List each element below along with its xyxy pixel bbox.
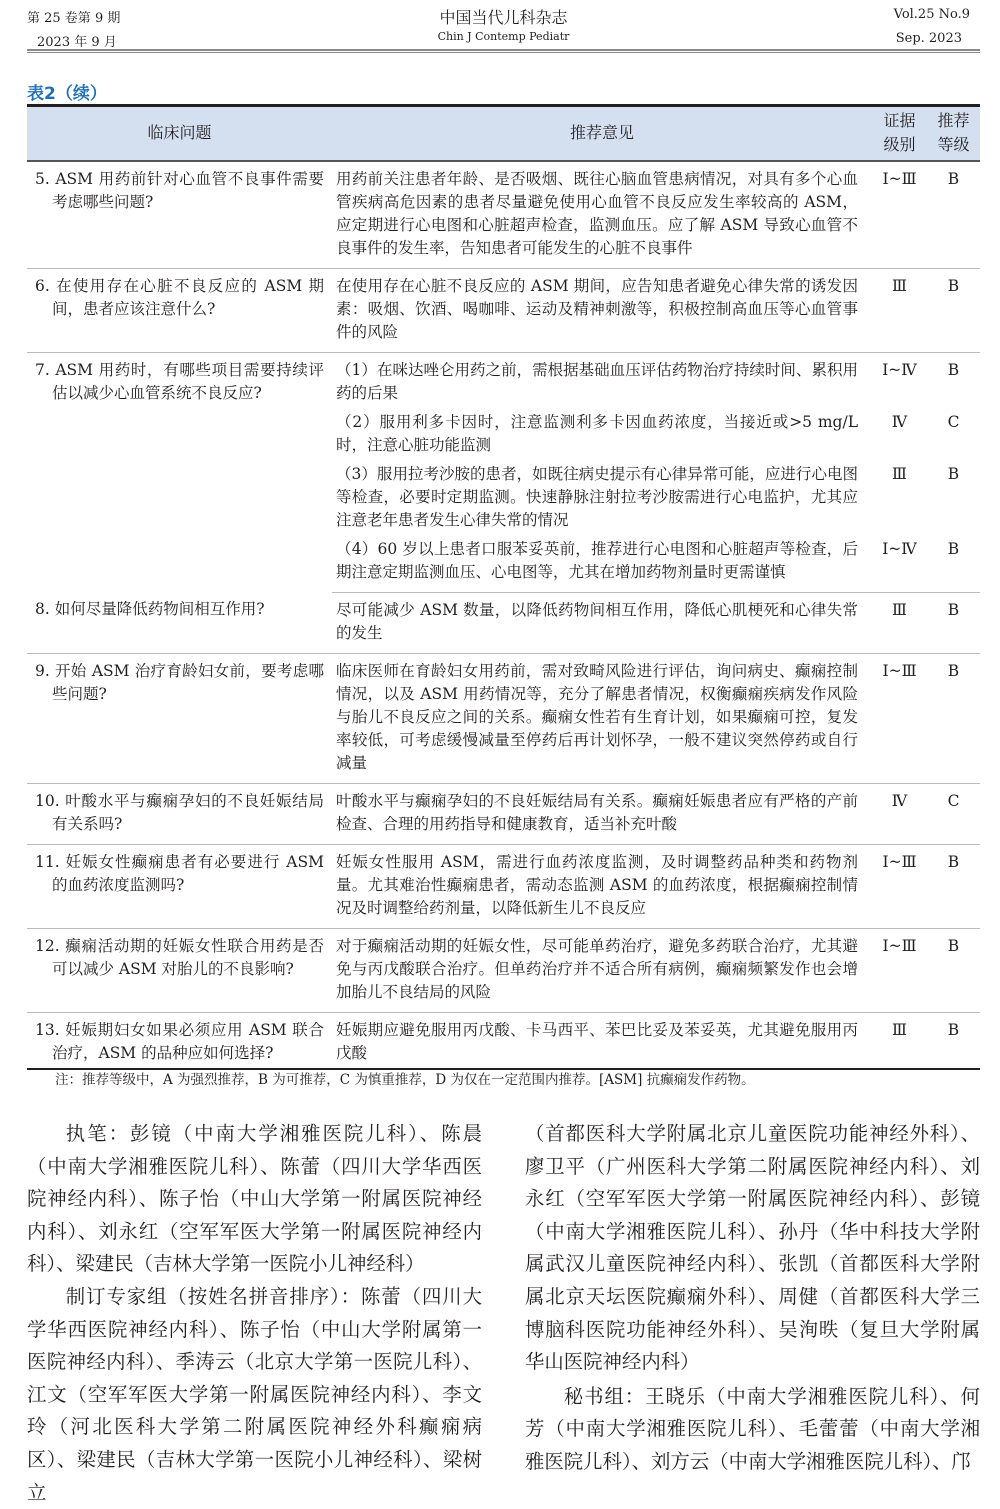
clinical-question: 8. 如何尽量降低药物间相互作用? [27,592,332,653]
clinical-question: 7. ASM 用药时，有哪些项目需要持续评估以减少心血管系统不良反应? [35,360,324,402]
recommendation-text: 在使用存在心脏不良反应的 ASM 期间，应告知患者避免心律失常的诱发因素：吸烟、饮酒、喝咖啡、运动及精神刺激等，积极控制高血压等心血管事件的风险 [332,268,872,352]
table-body [27,161,980,1069]
table-note: 注：推荐等级中，A 为强烈推荐，B 为可推荐，C 为慎重推荐，D 为仅在一定范围内推荐。[ASM] 抗癫痫发作药物。 [55,1072,755,1088]
recommendation-text: 妊娠期应避免服用丙戊酸、卡马西平、苯巴比妥及苯妥英，尤其避免服用丙戊酸 [332,1012,872,1069]
table-header [27,106,980,161]
journal-en: Chin J Contemp Pediatr [437,30,570,43]
body-left-column [27,1118,482,1509]
clinical-question: 9. 开始 ASM 治疗育龄妇女前，要考虑哪些问题? [27,653,332,783]
date-cn: 2023 年 9 月 [37,35,117,50]
recommendation-grade: B [947,360,960,379]
evidence-level: Ⅲ [892,464,907,483]
table-row [27,783,980,844]
recommendation-grade: B [927,161,980,269]
table-title: 表2（续） [27,84,107,104]
clinical-question: 6. 在使用存在心脏不良反应的 ASM 期间，患者应该注意什么? [27,268,332,352]
evidence-level: Ⅳ [872,783,927,844]
recommendation-grade: B [927,1012,980,1069]
recommendation-text: 临床医师在育龄妇女用药前，需对致畸风险进行评估，询问病史、癫痫控制情况，以及 ASM 用药情况等，充分了解患者情况，权衡癫痫疾病发作风险与胎儿不良反应之间的关系。癫痫女性若有生育计划，如果癫痫可控，复发率较低，可考虑缓慢减量至停药后再计划怀孕，一般不建议突然停药或自行减量 [332,653,872,783]
recommendation-text: 对于癫痫活动期的妊娠女性，尽可能单药治疗，避免多药联合治疗，尤其避免与丙戊酸联合治疗。但单药治疗并不适合所有病例，癫痫频繁发作也会增加胎儿不良结局的风险 [332,928,872,1012]
clinical-question: 12. 癫痫活动期的妊娠女性联合用药是否可以减少 ASM 对胎儿的不良影响? [27,928,332,1012]
recommendation-grade: B [927,653,980,783]
recommendation-grade: B [927,928,980,1012]
clinical-question: 10. 叶酸水平与癫痫孕妇的不良妊娠结局有关系吗? [27,783,332,844]
secretariat-paragraph: 秘书组：王晓乐（中南大学湘雅医院儿科）、何芳（中南大学湘雅医院儿科）、毛蕾蕾（中南大学湘雅医院儿科）、刘方云（中南大学湘雅医院儿科）、邝 [525,1384,980,1473]
author-paragraph: 执笔：彭镜（中南大学湘雅医院儿科）、陈晨（中南大学湘雅医院儿科）、陈蕾（四川大学华西医院神经内科）、陈子怡（中山大学第一附属医院神经内科）、刘永红（空军军医大学第一附属医院神经内科）、梁建民（吉林大学第一医院小儿神经科） [27,1122,482,1276]
recommendation-grade: B [927,535,980,593]
journal-cn: 中国当代儿科杂志 [439,8,568,27]
recommendation-grade: B [947,464,960,483]
evidence-level: Ⅰ~Ⅲ [872,844,927,928]
recommendation-table [27,104,980,1070]
recommendation-text: （3）服用拉考沙胺的患者，如既往病史提示有心律异常可能，应进行心电图等检查，必要时定期监测。快速静脉注射拉考沙胺需进行心电监护，尤其应注意老年患者发生心律失常的情况 [336,464,858,529]
recommendation-grade: C [927,783,980,844]
table-row [27,844,980,928]
col-evidence-label: 证据级别 [883,111,916,155]
clinical-question: 11. 妊娠女性癫痫患者有必要进行 ASM 的血药浓度监测吗? [27,844,332,928]
recommendation-text: 尽可能减少 ASM 数量，以降低药物间相互作用，降低心肌梗死和心律失常的发生 [332,592,872,653]
clinical-question: 13. 妊娠期妇女如果必须应用 ASM 联合治疗，ASM 的品种应如何选择? [27,1012,332,1069]
issue-cn: 第 25 卷第 9 期 [27,11,121,26]
evidence-level: Ⅰ~Ⅲ [872,161,927,269]
evidence-level: Ⅰ~Ⅳ [882,360,917,379]
vol-en: Vol.25 No.9 [893,7,970,22]
table-row [27,268,980,352]
recommendation-grade: B [927,844,980,928]
table-row [27,653,980,783]
running-header [27,0,980,54]
evidence-level: Ⅳ [891,412,908,431]
table-row [27,592,980,653]
evidence-level: Ⅰ~Ⅲ [872,653,927,783]
table-row [27,928,980,1012]
recommendation-grade: B [927,268,980,352]
recommendation-text: 用药前关注患者年龄、是否吸烟、既往心脑血管患病情况，对具有多个心血管疾病高危因素的患者尽量避免使用心血管不良反应发生率较高的 ASM，应定期进行心电图和心脏超声检查，监测血压。应了解 ASM 导致心血管不良事件的发生率，告知患者可能发生的心脏不良事件 [332,161,872,269]
body-right-column [525,1118,980,1479]
date-en: Sep. 2023 [895,31,962,46]
evidence-level: Ⅰ~Ⅳ [872,535,927,593]
recommendation-text: （1）在咪达唑仑用药之前，需根据基础血压评估药物治疗持续时间、累积用药的后果 [336,360,858,402]
col-grade [927,106,980,161]
recommendation-grade: B [927,592,980,653]
table-row [27,352,980,408]
evidence-level: Ⅲ [872,268,927,352]
recommendation-text: 妊娠女性服用 ASM，需进行血药浓度监测，及时调整药品种类和药物剂量。尤其难治性癫痫患者，需动态监测 ASM 的血药浓度，根据癫痫控制情况及时调整给药剂量，以降低新生儿不良反应 [332,844,872,928]
recommendation-text: （2）服用利多卡因时，注意监测利多卡因血药浓度，当接近或>5 mg/L时，注意心脏功能监测 [336,412,858,454]
expert-group-continued: （首都医科大学附属北京儿童医院功能神经外科）、廖卫平（广州医科大学第二附属医院神经内科）、刘永红（空军军医大学第一附属医院神经内科）、彭镜（中南大学湘雅医院儿科）、孙丹（华中科技大学附属武汉儿童医院神经内科）、张凯（首都医科大学附属北京天坛医院癫痫外科）、周健（首都医科大学三博脑科医院功能神经外科）、吴洵昳（复旦大学附属华山医院神经内科） [525,1122,980,1374]
header-rule [27,49,980,53]
col-evidence [872,106,927,161]
recommendation-text: （4）60 岁以上患者口服苯妥英前，推荐进行心电图和心脏超声等检查，后期注意定期监测血压、心电图等，尤其在增加药物剂量时更需谨慎 [332,535,872,593]
col-grade-label: 推荐等级 [937,111,970,155]
evidence-level: Ⅰ~Ⅲ [872,928,927,1012]
expert-group-paragraph: 制订专家组（按姓名拼音排序）：陈蕾（四川大学华西医院神经内科）、陈子怡（中山大学附属第一医院神经内科）、季涛云（北京大学第一医院儿科）、江文（空军军医大学第一附属医院神经内科）、李文玲（河北医科大学第二附属医院神经外科癫痫病区）、梁建民（吉林大学第一医院小儿神经科）、梁树立 [27,1284,482,1504]
col-question: 临床问题 [147,123,212,143]
table-row [27,161,980,269]
table-row [27,1012,980,1069]
col-recommendation: 推荐意见 [569,123,634,143]
recommendation-text: 叶酸水平与癫痫孕妇的不良妊娠结局有关系。癫痫妊娠患者应有严格的产前检查、合理的用药指导和健康教育，适当补充叶酸 [332,783,872,844]
evidence-level: Ⅲ [872,592,927,653]
clinical-question: 5. ASM 用药前针对心血管不良事件需要考虑哪些问题? [27,161,332,269]
evidence-level: Ⅲ [872,1012,927,1069]
recommendation-grade: C [947,412,960,431]
